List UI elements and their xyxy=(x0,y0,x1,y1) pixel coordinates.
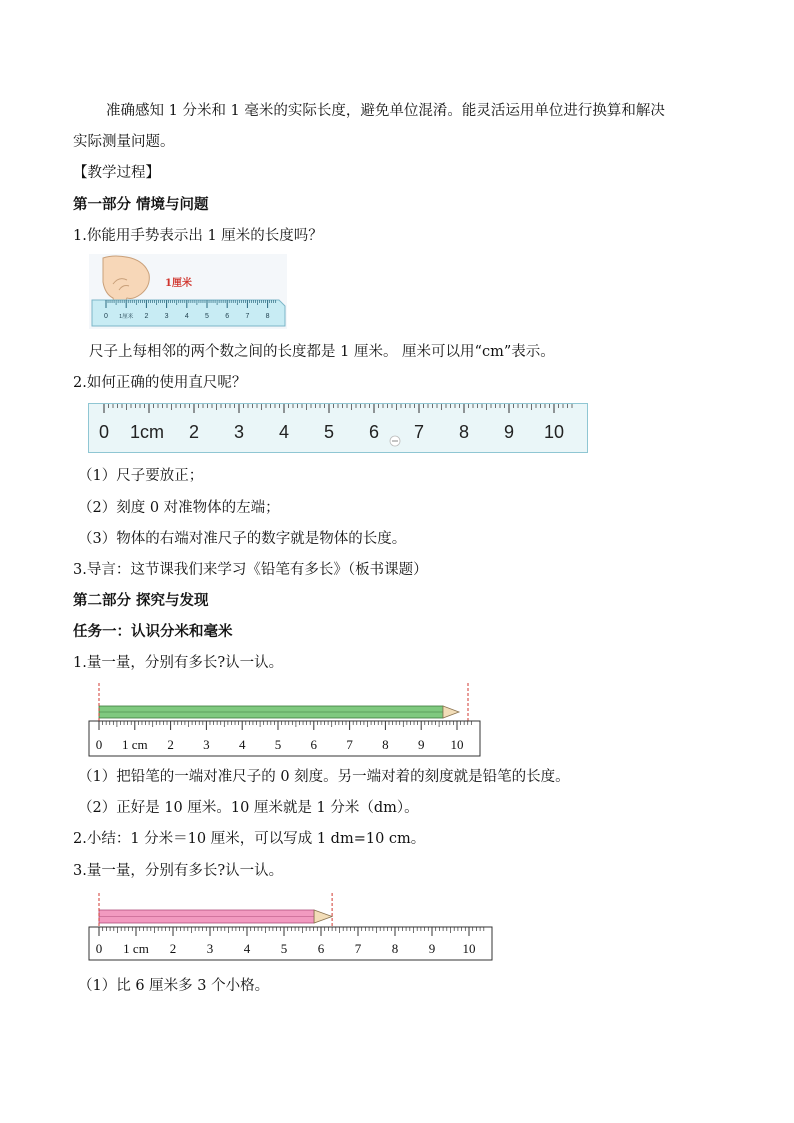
ruler-label: 0 xyxy=(95,941,103,956)
ruler-label: 3 xyxy=(203,737,210,752)
process-heading: 【教学过程】 xyxy=(73,165,160,181)
ruler-label: 6 xyxy=(317,941,325,956)
ruler-label: 1 cm xyxy=(121,737,148,752)
task1-heading: 任务一：认识分米和毫米 xyxy=(73,623,233,640)
ruler-label: 6 xyxy=(368,422,380,442)
ruler-label: 4 xyxy=(238,737,246,752)
part1-question-1: 1.你能用手势表示出 1 厘米的长度吗？ xyxy=(73,228,323,244)
ruler-label: 0 xyxy=(104,313,108,320)
ruler-label: 8 xyxy=(382,737,389,752)
part1-question-3: 3.导言：这节课我们来学习《铅笔有多长》（板书课题） xyxy=(73,562,428,578)
ruler-label: 0 xyxy=(98,422,110,442)
ruler-label: 7 xyxy=(413,422,425,442)
ruler-label: 3 xyxy=(233,422,245,442)
ruler-label: 5 xyxy=(274,737,282,752)
ruler-label: 5 xyxy=(205,313,209,320)
ruler-label: 9 xyxy=(417,737,425,752)
ruler-label: 8 xyxy=(265,313,270,320)
rule-2: （2）刻度 0 对准物体的左端； xyxy=(78,500,280,516)
pencil-ruler-figure-2 xyxy=(88,893,494,961)
ruler-label: 2 xyxy=(169,941,177,956)
ruler-label: 1 cm xyxy=(123,941,149,956)
part1-heading: 第一部分 情境与问题 xyxy=(73,196,209,213)
ruler-label: 2 xyxy=(167,737,174,752)
rule-3: （3）物体的右端对准尺子的数字就是物体的长度。 xyxy=(78,531,407,547)
ruler-label: 7 xyxy=(346,737,353,752)
ruler-label: 3 xyxy=(164,313,169,320)
ruler-label: 5 xyxy=(323,422,335,442)
ruler-label: 8 xyxy=(391,941,399,956)
ruler-label: 9 xyxy=(428,941,436,956)
ruler-label: 10 xyxy=(462,941,476,956)
ruler-label: 4 xyxy=(243,941,251,956)
large-ruler-figure xyxy=(88,403,588,453)
part2-question-1: 1.量一量，分别有多长?认一认。 xyxy=(73,655,284,671)
ruler-label: 4 xyxy=(184,313,189,320)
ruler-label: 3 xyxy=(206,941,214,956)
pencil-ruler-figure-1 xyxy=(88,683,482,758)
ruler-label: 9 xyxy=(503,422,515,442)
ruler-label: 10 xyxy=(450,737,464,752)
ruler-label: 2 xyxy=(144,313,149,320)
summary: 2.小结：1 分米＝10 厘米，可以写成 1 dm=10 cm。 xyxy=(73,831,426,847)
part1-note-1: 尺子上每相邻的两个数之间的长度都是 1 厘米。 厘米可以用“cm”表示。 xyxy=(89,344,555,360)
answer-2: （2）正好是 10 厘米。10 厘米就是 1 分米（dm）。 xyxy=(78,800,419,816)
ruler-label: 6 xyxy=(310,737,318,752)
hand-ruler-figure xyxy=(89,254,287,329)
ruler-label: 7 xyxy=(354,941,362,956)
part2-heading: 第二部分 探究与发现 xyxy=(73,592,209,609)
answer-1: （1）把铅笔的一端对准尺子的 0 刻度。另一端对着的刻度就是铅笔的长度。 xyxy=(78,769,570,785)
ruler-label: 10 xyxy=(543,422,565,442)
ruler-label: 6 xyxy=(225,313,230,320)
part2-question-3: 3.量一量，分别有多长?认一认。 xyxy=(73,863,284,879)
part1-question-2: 2.如何正确的使用直尺呢？ xyxy=(73,375,247,391)
ruler-label: 1厘米 xyxy=(119,314,134,320)
fig1-label: 1厘米 xyxy=(165,278,192,289)
ruler-label: 4 xyxy=(278,422,290,442)
rule-1: （1）尺子要放正； xyxy=(78,468,204,484)
ruler-label: 7 xyxy=(245,313,250,320)
answer-3: （1）比 6 厘米多 3 个小格。 xyxy=(78,978,270,994)
intro-line-1: 准确感知 1 分米和 1 毫米的实际长度，避免单位混淆。能灵活运用单位进行换算和解决 xyxy=(106,103,665,119)
ruler-label: 2 xyxy=(188,422,200,442)
intro-line-2: 实际测量问题。 xyxy=(73,134,175,150)
ruler-label: 8 xyxy=(458,422,470,442)
ruler-label: 5 xyxy=(280,941,288,956)
ruler-label: 1cm xyxy=(129,422,165,442)
ruler-label: 0 xyxy=(95,737,103,752)
